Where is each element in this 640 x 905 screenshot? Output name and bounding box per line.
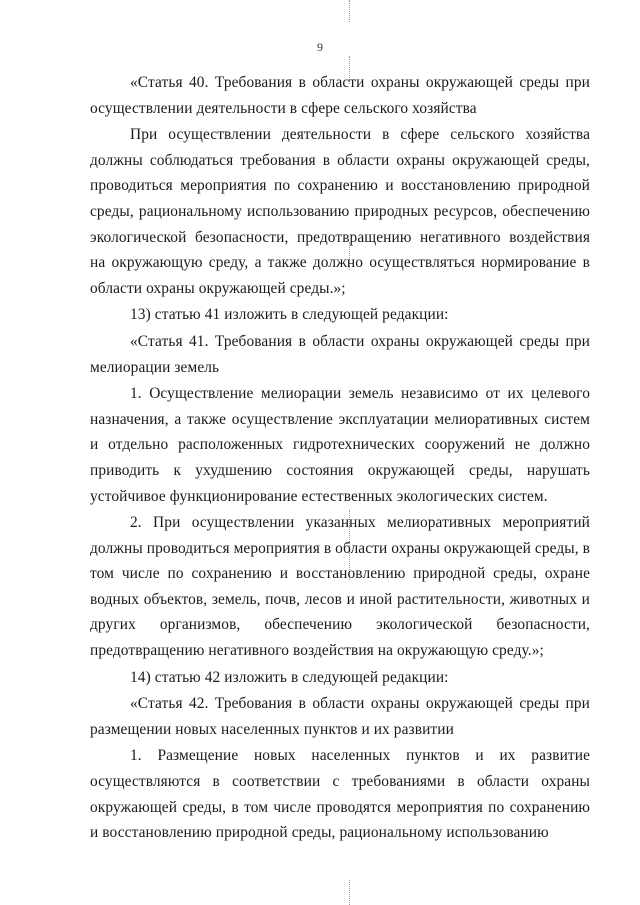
article-40-heading: «Статья 40. Требования в области охраны окружающей среды при осуществлении деятельности в сфере сельского хозяйства [90, 74, 590, 117]
article-42-clause-1: 1. Размещение новых населенных пунктов и их развитие осуществляются в соответствии с требованиями в области охраны окружающей среды, в том числе проводятся мероприятия по сохранению и восстановлению природной среды, рациональному использованию [90, 747, 590, 842]
document-body [90, 70, 590, 846]
article-41-heading: «Статья 41. Требования в области охраны окружающей среды при мелиорации земель [90, 332, 590, 376]
article-41-clause-1: 1. Осуществление мелиорации земель независимо от их целевого назначения, а также осуществление эксплуатации мелиоративных систем и отдельно расположенных гидротехнических сооружений не должно приводить к ухудшению состояния окружающей среды, нарушать устойчивое функционирование естественных экологических систем. [90, 385, 590, 505]
article-40-text: При осуществлении деятельности в сфере сельского хозяйства должны соблюдаться требования в области охраны окружающей среды, проводиться мероприятия по сохранению и восстановлению природной среды, рациональному использованию природных ресурсов, обеспечению экологической безопасности, предотвращению негативного воздействия на окружающую среду, а также должно осуществляться нормирование в области охраны окружающей среды.»; [90, 126, 590, 297]
scan-artifact-line [349, 880, 350, 905]
item-13-text: 13) статью 41 изложить в следующей редакции: [130, 306, 449, 324]
item-14-text: 14) статью 42 изложить в следующей редакции: [130, 668, 449, 686]
article-41-clause-2: 2. При осуществлении указанных мелиоративных мероприятий должны проводиться мероприятия в области охраны окружающей среды, в том числе по сохранению и восстановлению природной среды, охране водных объектов, земель, почв, лесов и иной растительности, животных и других организмов, обеспечению экологической безопасности, предотвращению негативного воздействия на окружающую среду.»; [90, 514, 591, 660]
article-42-heading: «Статья 42. Требования в области охраны окружающей среды при размещении новых населенных пунктов и их развитии [90, 695, 590, 738]
page-number: 9 [317, 40, 323, 54]
scan-artifact-line [349, 0, 350, 22]
